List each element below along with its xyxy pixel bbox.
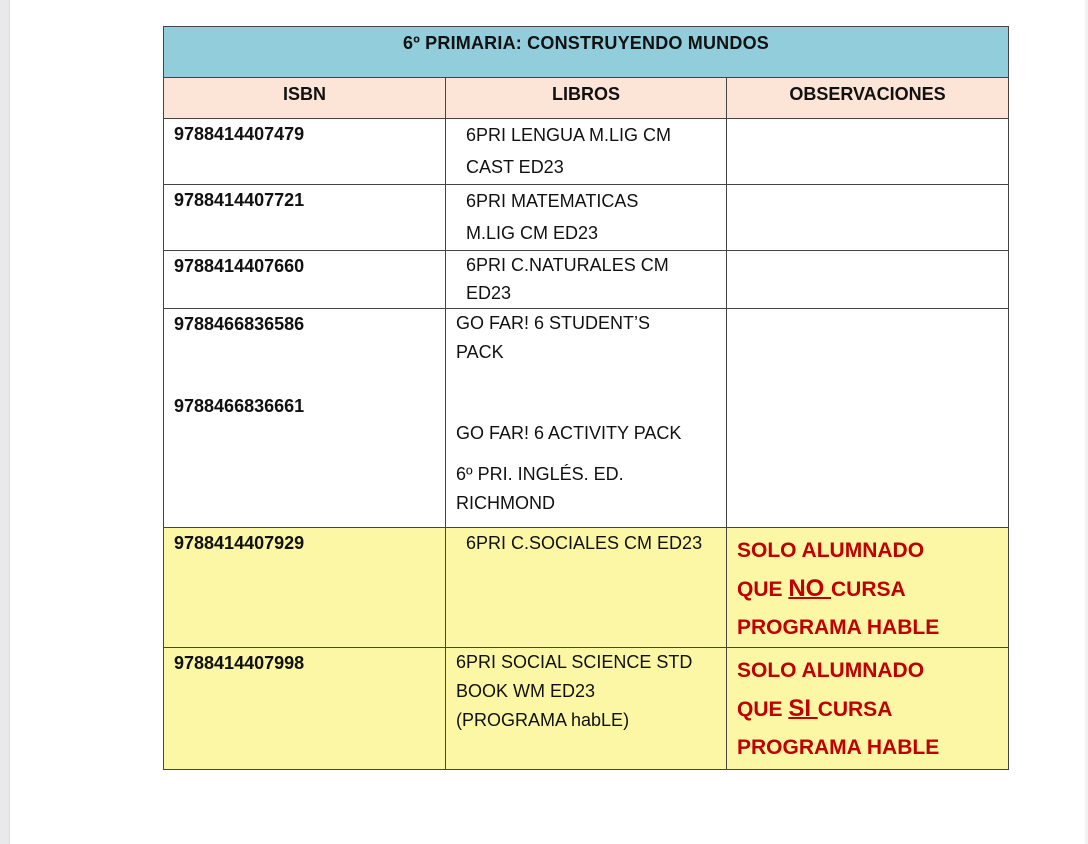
book-line: 6º PRI. INGLÉS. ED. bbox=[456, 464, 624, 484]
book-line: 6PRI SOCIAL SCIENCE STD bbox=[456, 652, 693, 672]
observations-cell bbox=[727, 309, 1009, 528]
book-line: GO FAR! 6 ACTIVITY PACK bbox=[456, 423, 682, 443]
book-line: CAST ED23 bbox=[466, 157, 564, 177]
isbn-cell bbox=[164, 528, 446, 648]
book-line: (PROGRAMA habLE) bbox=[456, 710, 630, 730]
isbn-value: 9788414407929 bbox=[174, 533, 305, 553]
isbn-value: 9788466836661 bbox=[174, 396, 305, 416]
obs-line: SOLO ALUMNADO bbox=[737, 539, 925, 562]
observations-cell bbox=[727, 528, 1009, 648]
observations-cell bbox=[727, 251, 1009, 309]
isbn-value: 9788414407479 bbox=[174, 124, 305, 144]
book-cell bbox=[446, 528, 727, 648]
observations-cell bbox=[727, 648, 1009, 770]
book-line: 6PRI LENGUA M.LIG CM bbox=[466, 125, 672, 145]
book-line: RICHMOND bbox=[456, 493, 555, 513]
book-cell bbox=[446, 251, 727, 309]
book-line: BOOK WM ED23 bbox=[456, 681, 596, 701]
book-cell bbox=[446, 185, 727, 251]
obs-emphasis: SI bbox=[788, 695, 818, 722]
observations-cell bbox=[727, 119, 1009, 185]
header-libros: LIBROS bbox=[446, 78, 727, 119]
book-line: 6PRI C.NATURALES CM bbox=[466, 255, 669, 275]
obs-line: PROGRAMA HABLE bbox=[737, 616, 940, 639]
book-line: 6PRI MATEMATICAS bbox=[466, 191, 639, 211]
book-line: M.LIG CM ED23 bbox=[466, 223, 599, 243]
isbn-value: 9788414407998 bbox=[174, 653, 305, 673]
obs-line: PROGRAMA HABLE bbox=[737, 736, 940, 759]
header-observaciones: OBSERVACIONES bbox=[727, 78, 1009, 119]
isbn-value: 9788414407721 bbox=[174, 190, 305, 210]
book-line: ED23 bbox=[466, 283, 512, 303]
table-title-row bbox=[164, 27, 1009, 78]
book-cell bbox=[446, 648, 727, 770]
isbn-cell bbox=[164, 119, 446, 185]
observations-cell bbox=[727, 185, 1009, 251]
table-title: 6º PRIMARIA: CONSTRUYENDO MUNDOS bbox=[164, 27, 1009, 78]
isbn-cell bbox=[164, 648, 446, 770]
book-line: PACK bbox=[456, 342, 504, 362]
obs-line: QUE SI CURSA bbox=[737, 695, 893, 722]
book-line: 6PRI C.SOCIALES CM ED23 bbox=[466, 533, 703, 553]
isbn-cell bbox=[164, 309, 446, 528]
table-row bbox=[164, 251, 1009, 309]
table-row bbox=[164, 185, 1009, 251]
book-cell bbox=[446, 119, 727, 185]
table-header-row bbox=[164, 78, 1009, 119]
table-row bbox=[164, 309, 1009, 528]
book-cell bbox=[446, 309, 727, 528]
table-row bbox=[164, 648, 1009, 770]
book-line: GO FAR! 6 STUDENT’S bbox=[456, 313, 651, 333]
table-row bbox=[164, 528, 1009, 648]
isbn-value: 9788466836586 bbox=[174, 314, 305, 334]
header-isbn: ISBN bbox=[164, 78, 446, 119]
page-left-gutter bbox=[0, 0, 10, 844]
table-row bbox=[164, 119, 1009, 185]
isbn-cell bbox=[164, 185, 446, 251]
obs-line: SOLO ALUMNADO bbox=[737, 659, 925, 682]
isbn-cell bbox=[164, 251, 446, 309]
obs-line: QUE NO CURSA bbox=[737, 575, 906, 602]
isbn-value: 9788414407660 bbox=[174, 256, 305, 276]
books-table bbox=[163, 26, 1009, 770]
obs-emphasis: NO bbox=[788, 575, 832, 602]
